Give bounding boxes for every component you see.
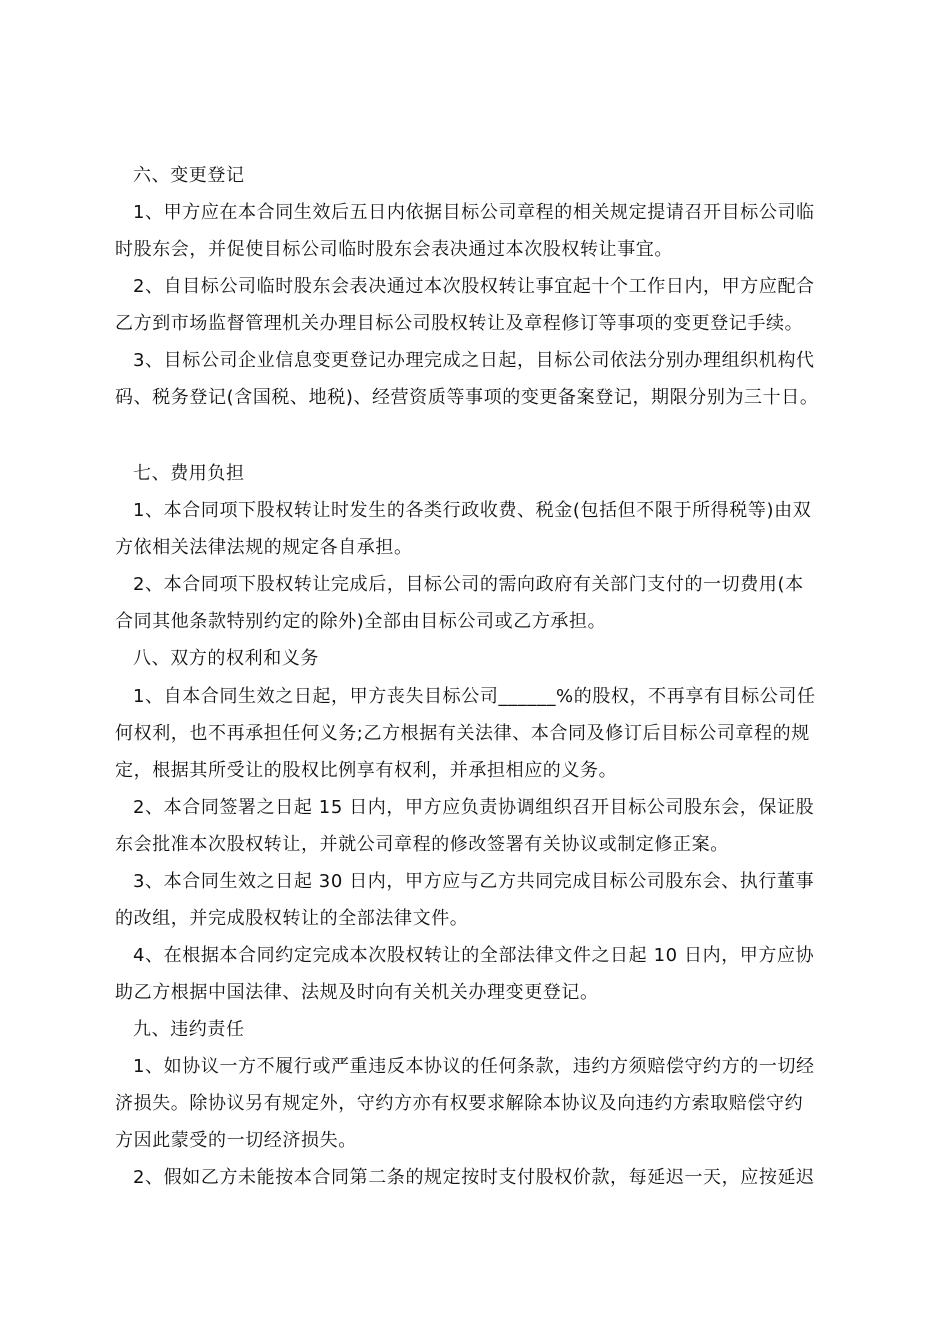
paragraph-line: 4、在根据本合同约定完成本次股权转让的全部法律文件之日起 10 日内，甲方应协 bbox=[133, 945, 815, 966]
paragraph-line: 东会批准本次股权转让，并就公司章程的修改签署有关协议或制定修正案。 bbox=[115, 834, 729, 855]
paragraph-line: 2、本合同项下股权转让完成后，目标公司的需向政府有关部门支付的一切费用(本 bbox=[133, 574, 804, 595]
paragraph-line: 1、自本合同生效之日起，甲方丧失目标公司______%的股权，不再享有目标公司任 bbox=[133, 686, 816, 707]
paragraph-line: 济损失。除协议另有规定外，守约方亦有权要求解除本协议及向违约方索取赔偿守约 bbox=[115, 1093, 804, 1114]
paragraph-line: 方因此蒙受的一切经济损失。 bbox=[115, 1130, 357, 1151]
section-heading: 八、双方的权利和义务 bbox=[133, 648, 319, 669]
paragraph-line: 合同其他条款特别约定的除外)全部由目标公司或乙方承担。 bbox=[115, 611, 607, 632]
paragraph-line: 2、假如乙方未能按本合同第二条的规定按时支付股权价款，每延迟一天，应按延迟 bbox=[133, 1167, 815, 1188]
paragraph-line: 助乙方根据中国法律、法规及时向有关机关办理变更登记。 bbox=[115, 982, 599, 1003]
paragraph-line: 2、本合同签署之日起 15 日内，甲方应负责协调组织召开目标公司股东会，保证股 bbox=[133, 797, 815, 818]
paragraph-line: 1、本合同项下股权转让时发生的各类行政收费、税金(包括但不限于所得税等)由双 bbox=[133, 500, 812, 521]
paragraph-line: 方依相关法律法规的规定各自承担。 bbox=[115, 537, 413, 558]
paragraph-line: 码、税务登记(含国税、地税)、经营资质等事项的变更备案登记，期限分别为三十日。 bbox=[115, 387, 819, 408]
section-heading: 九、违约责任 bbox=[133, 1019, 245, 1040]
paragraph-line: 3、目标公司企业信息变更登记办理完成之日起，目标公司依法分别办理组织机构代 bbox=[133, 350, 815, 371]
paragraph-line: 定，根据其所受让的股权比例享有权利，并承担相应的义务。 bbox=[115, 760, 618, 781]
paragraph-line: 的改组，并完成股权转让的全部法律文件。 bbox=[115, 908, 469, 929]
paragraph-line: 1、如协议一方不履行或严重违反本协议的任何条款，违约方须赔偿守约方的一切经 bbox=[133, 1056, 815, 1077]
paragraph-line: 何权利，也不再承担任何义务;乙方根据有关法律、本合同及修订后目标公司章程的规 bbox=[115, 723, 810, 744]
paragraph-line: 乙方到市场监督管理机关办理目标公司股权转让及章程修订等事项的变更登记手续。 bbox=[115, 313, 804, 334]
section-heading: 七、费用负担 bbox=[133, 463, 245, 484]
paragraph-line: 2、自目标公司临时股东会表决通过本次股权转让事宜起十个工作日内，甲方应配合 bbox=[133, 276, 815, 297]
section-heading: 六、变更登记 bbox=[133, 165, 245, 186]
paragraph-line: 3、本合同生效之日起 30 日内，甲方应与乙方共同完成目标公司股东会、执行董事 bbox=[133, 871, 815, 892]
paragraph-line: 1、甲方应在本合同生效后五日内依据目标公司章程的相关规定提请召开目标公司临 bbox=[133, 202, 815, 223]
paragraph-line: 时股东会，并促使目标公司临时股东会表决通过本次股权转让事宜。 bbox=[115, 239, 673, 260]
